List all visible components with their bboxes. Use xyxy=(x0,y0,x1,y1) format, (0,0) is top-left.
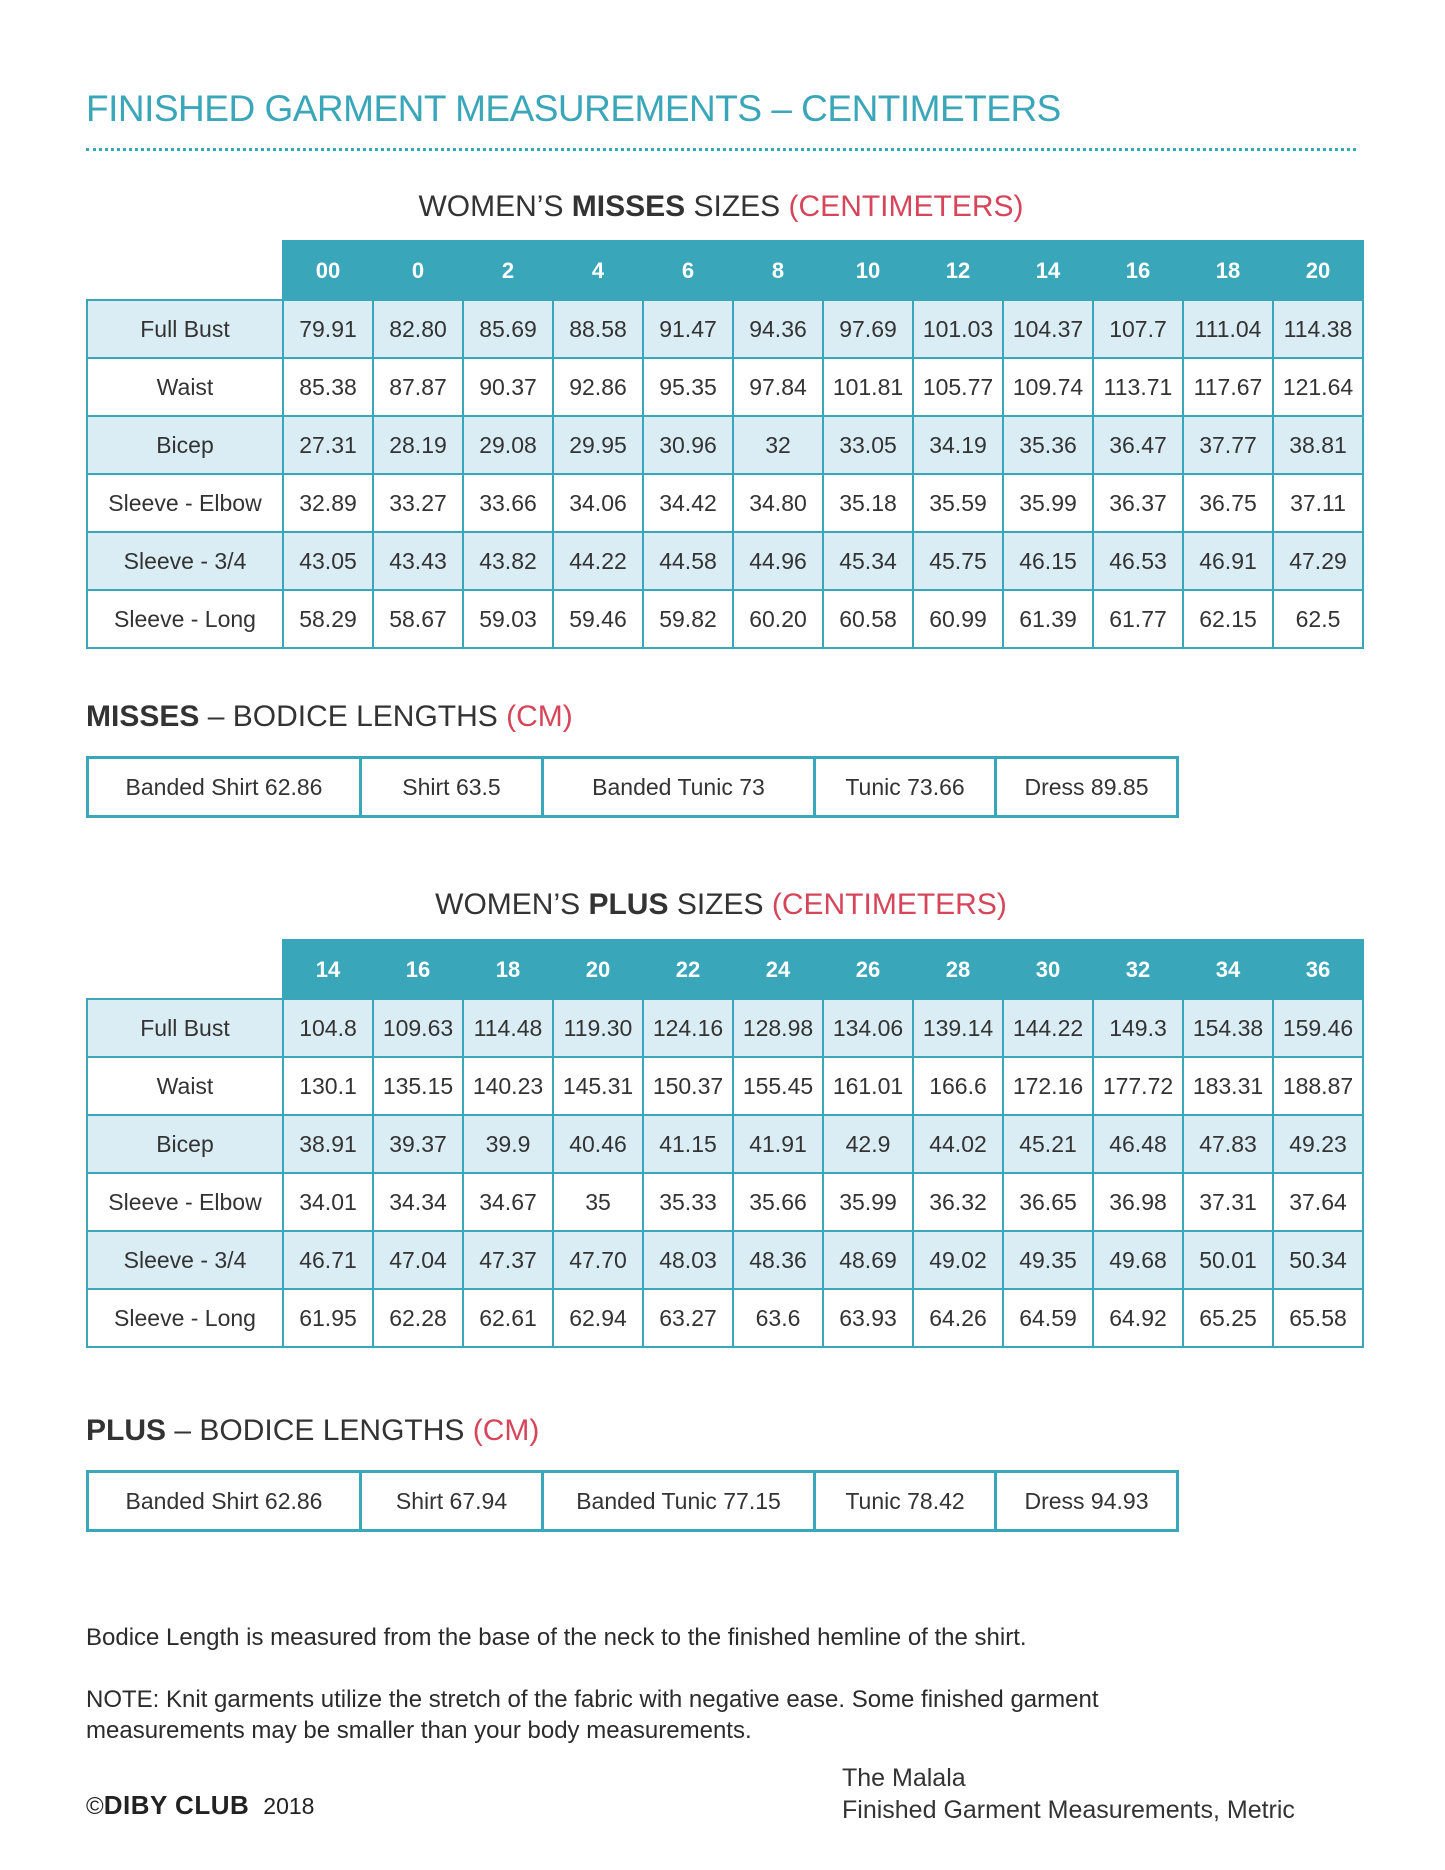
knit-ease-note: NOTE: Knit garments utilize the stretch of the fabric with negative ease. Some finished garment measurements may be smaller than your body measurements. xyxy=(86,1686,1099,1744)
bodice-cell: Tunic 73.66 xyxy=(815,758,996,817)
measurement-cell: 37.77 xyxy=(1183,416,1273,474)
measurement-cell: 38.81 xyxy=(1273,416,1363,474)
plus-measurement-table xyxy=(86,939,1364,1348)
measurement-cell: 47.70 xyxy=(553,1231,643,1289)
size-header: 22 xyxy=(643,940,733,999)
measurement-cell: 64.26 xyxy=(913,1289,1003,1347)
measurement-cell: 47.37 xyxy=(463,1231,553,1289)
plus-bodice-heading-unit: (CM) xyxy=(472,1414,540,1447)
footer-doc-info xyxy=(842,1762,1295,1826)
measurement-cell: 58.29 xyxy=(283,590,373,648)
measurement-cell: 62.61 xyxy=(463,1289,553,1347)
table-row xyxy=(87,474,1363,532)
copyright-year: 2018 xyxy=(263,1793,315,1819)
measurement-cell: 105.77 xyxy=(913,358,1003,416)
measurement-cell: 46.53 xyxy=(1093,532,1183,590)
table-row xyxy=(87,999,1363,1057)
measurement-cell: 34.34 xyxy=(373,1173,463,1231)
measurement-cell: 90.37 xyxy=(463,358,553,416)
measurement-cell: 62.94 xyxy=(553,1289,643,1347)
measurement-cell: 139.14 xyxy=(913,999,1003,1057)
measurement-cell: 49.35 xyxy=(1003,1231,1093,1289)
plus-bodice-table xyxy=(86,1470,1179,1532)
size-header: 28 xyxy=(913,940,1003,999)
size-header: 20 xyxy=(1273,241,1363,300)
misses-heading-unit: (CENTIMETERS) xyxy=(788,190,1024,223)
size-header: 12 xyxy=(913,241,1003,300)
measurement-cell: 42.9 xyxy=(823,1115,913,1173)
misses-heading-mid: SIZES xyxy=(685,190,789,223)
measurement-cell: 36.65 xyxy=(1003,1173,1093,1231)
plus-bodice-heading xyxy=(86,1414,539,1448)
measurement-cell: 62.5 xyxy=(1273,590,1363,648)
table-row xyxy=(87,1173,1363,1231)
measurement-cell: 104.37 xyxy=(1003,300,1093,358)
measurement-cell: 140.23 xyxy=(463,1057,553,1115)
measurement-cell: 35.59 xyxy=(913,474,1003,532)
measurement-cell: 34.01 xyxy=(283,1173,373,1231)
bodice-cell: Shirt 63.5 xyxy=(361,758,543,817)
measurement-cell: 166.6 xyxy=(913,1057,1003,1115)
measurement-cell: 111.04 xyxy=(1183,300,1273,358)
table-row xyxy=(87,416,1363,474)
measurement-cell: 34.19 xyxy=(913,416,1003,474)
size-header: 16 xyxy=(1093,241,1183,300)
measurement-cell: 39.37 xyxy=(373,1115,463,1173)
measurement-cell: 32.89 xyxy=(283,474,373,532)
misses-sizes-heading xyxy=(86,190,1356,224)
misses-heading-prefix: WOMEN’S xyxy=(418,190,572,223)
measurement-cell: 109.74 xyxy=(1003,358,1093,416)
table-row xyxy=(87,358,1363,416)
measurement-cell: 88.58 xyxy=(553,300,643,358)
measurement-cell: 34.80 xyxy=(733,474,823,532)
measurement-cell: 27.31 xyxy=(283,416,373,474)
measurement-cell: 36.47 xyxy=(1093,416,1183,474)
row-label: Bicep xyxy=(87,416,283,474)
measurement-cell: 44.22 xyxy=(553,532,643,590)
measurement-cell: 61.77 xyxy=(1093,590,1183,648)
misses-bodice-heading-unit: (CM) xyxy=(506,700,573,733)
measurement-cell: 63.27 xyxy=(643,1289,733,1347)
bodice-cell: Shirt 67.94 xyxy=(361,1472,543,1531)
measurement-cell: 65.58 xyxy=(1273,1289,1363,1347)
plus-size-header-row xyxy=(87,940,1363,999)
pattern-name: The Malala xyxy=(842,1764,966,1792)
measurement-cell: 155.45 xyxy=(733,1057,823,1115)
plus-bodice-heading-bold: PLUS xyxy=(86,1414,167,1447)
measurement-cell: 39.9 xyxy=(463,1115,553,1173)
measurement-cell: 46.15 xyxy=(1003,532,1093,590)
measurement-cell: 117.67 xyxy=(1183,358,1273,416)
row-label: Sleeve - Elbow xyxy=(87,1173,283,1231)
measurement-cell: 104.8 xyxy=(283,999,373,1057)
measurement-cell: 50.01 xyxy=(1183,1231,1273,1289)
measurement-cell: 188.87 xyxy=(1273,1057,1363,1115)
measurement-cell: 59.46 xyxy=(553,590,643,648)
table-row xyxy=(87,1115,1363,1173)
measurement-cell: 38.91 xyxy=(283,1115,373,1173)
measurement-cell: 47.29 xyxy=(1273,532,1363,590)
measurement-cell: 62.15 xyxy=(1183,590,1273,648)
measurement-cell: 36.37 xyxy=(1093,474,1183,532)
measurement-cell: 47.83 xyxy=(1183,1115,1273,1173)
measurement-cell: 59.82 xyxy=(643,590,733,648)
measurement-cell: 50.34 xyxy=(1273,1231,1363,1289)
plus-bodice-heading-mid: – BODICE LENGTHS xyxy=(166,1414,473,1447)
measurement-cell: 101.81 xyxy=(823,358,913,416)
measurement-cell: 29.95 xyxy=(553,416,643,474)
measurement-cell: 49.02 xyxy=(913,1231,1003,1289)
title-dotted-divider xyxy=(86,148,1356,151)
measurement-cell: 109.63 xyxy=(373,999,463,1057)
measurement-cell: 97.69 xyxy=(823,300,913,358)
bodice-cell: Dress 94.93 xyxy=(996,1472,1178,1531)
measurement-cell: 62.28 xyxy=(373,1289,463,1347)
misses-measurement-table xyxy=(86,240,1364,649)
measurement-cell: 114.48 xyxy=(463,999,553,1057)
table-row xyxy=(87,1289,1363,1347)
measurement-cell: 85.69 xyxy=(463,300,553,358)
measurement-cell: 44.02 xyxy=(913,1115,1003,1173)
size-header: 00 xyxy=(283,241,373,300)
measurement-cell: 85.38 xyxy=(283,358,373,416)
measurement-cell: 41.91 xyxy=(733,1115,823,1173)
measurement-cell: 36.98 xyxy=(1093,1173,1183,1231)
measurement-cell: 43.05 xyxy=(283,532,373,590)
table-row xyxy=(87,300,1363,358)
size-header: 6 xyxy=(643,241,733,300)
bodice-length-note: Bodice Length is measured from the base of the neck to the finished hemline of the shirt. xyxy=(86,1624,1027,1651)
measurement-cell: 63.93 xyxy=(823,1289,913,1347)
measurement-cell: 183.31 xyxy=(1183,1057,1273,1115)
size-header: 34 xyxy=(1183,940,1273,999)
measurement-cell: 33.27 xyxy=(373,474,463,532)
measurement-cell: 64.59 xyxy=(1003,1289,1093,1347)
measurement-cell: 60.58 xyxy=(823,590,913,648)
size-header: 10 xyxy=(823,241,913,300)
measurement-cell: 49.23 xyxy=(1273,1115,1363,1173)
measurement-cell: 134.06 xyxy=(823,999,913,1057)
measurement-cell: 44.58 xyxy=(643,532,733,590)
size-header: 18 xyxy=(1183,241,1273,300)
measurement-cell: 60.20 xyxy=(733,590,823,648)
measurement-cell: 46.91 xyxy=(1183,532,1273,590)
measurement-cell: 48.03 xyxy=(643,1231,733,1289)
misses-bodice-heading-bold: MISSES xyxy=(86,700,200,733)
document-name: Finished Garment Measurements, Metric xyxy=(842,1796,1295,1824)
bodice-cell: Banded Shirt 62.86 xyxy=(88,758,361,817)
measurement-cell: 65.25 xyxy=(1183,1289,1273,1347)
size-header: 36 xyxy=(1273,940,1363,999)
table-row xyxy=(87,1231,1363,1289)
measurement-cell: 37.31 xyxy=(1183,1173,1273,1231)
measurement-cell: 43.43 xyxy=(373,532,463,590)
row-label: Waist xyxy=(87,358,283,416)
measurement-cell: 47.04 xyxy=(373,1231,463,1289)
measurement-cell: 92.86 xyxy=(553,358,643,416)
measurement-cell: 121.64 xyxy=(1273,358,1363,416)
row-label: Bicep xyxy=(87,1115,283,1173)
measurement-cell: 35.99 xyxy=(1003,474,1093,532)
measurement-cell: 30.96 xyxy=(643,416,733,474)
size-header: 14 xyxy=(1003,241,1093,300)
measurement-cell: 29.08 xyxy=(463,416,553,474)
measurement-cell: 37.64 xyxy=(1273,1173,1363,1231)
row-label: Full Bust xyxy=(87,999,283,1057)
measurement-cell: 124.16 xyxy=(643,999,733,1057)
measurement-cell: 41.15 xyxy=(643,1115,733,1173)
table-row xyxy=(87,532,1363,590)
measurement-cell: 150.37 xyxy=(643,1057,733,1115)
measurement-cell: 135.15 xyxy=(373,1057,463,1115)
measurement-cell: 149.3 xyxy=(1093,999,1183,1057)
size-header: 2 xyxy=(463,241,553,300)
bodice-cell: Dress 89.85 xyxy=(996,758,1178,817)
page-title: FINISHED GARMENT MEASUREMENTS – CENTIMETERS xyxy=(86,88,1061,129)
misses-heading-bold: MISSES xyxy=(571,190,686,223)
measurement-cell: 28.19 xyxy=(373,416,463,474)
measurement-cell: 45.21 xyxy=(1003,1115,1093,1173)
plus-heading-mid: SIZES xyxy=(668,888,772,921)
measurement-cell: 36.32 xyxy=(913,1173,1003,1231)
row-label: Waist xyxy=(87,1057,283,1115)
row-label: Sleeve - Long xyxy=(87,590,283,648)
table-row xyxy=(87,590,1363,648)
size-header: 14 xyxy=(283,940,373,999)
measurement-cell: 94.36 xyxy=(733,300,823,358)
plus-heading-unit: (CENTIMETERS) xyxy=(771,888,1007,921)
header-corner xyxy=(87,241,283,300)
measurement-cell: 34.06 xyxy=(553,474,643,532)
measurement-cell: 34.42 xyxy=(643,474,733,532)
misses-bodice-heading xyxy=(86,700,573,734)
measurement-cell: 35.33 xyxy=(643,1173,733,1231)
measurement-cell: 144.22 xyxy=(1003,999,1093,1057)
measurement-cell: 159.46 xyxy=(1273,999,1363,1057)
plus-heading-prefix: WOMEN’S xyxy=(435,888,589,921)
measurement-cell: 37.11 xyxy=(1273,474,1363,532)
plus-table-body xyxy=(87,999,1363,1347)
measurement-cell: 35.36 xyxy=(1003,416,1093,474)
brand-logo-text: DIBY CLUB xyxy=(103,1790,250,1820)
measurement-cell: 79.91 xyxy=(283,300,373,358)
measurement-cell: 45.34 xyxy=(823,532,913,590)
row-label: Sleeve - Elbow xyxy=(87,474,283,532)
row-label: Sleeve - 3/4 xyxy=(87,1231,283,1289)
measurement-cell: 107.7 xyxy=(1093,300,1183,358)
measurement-cell: 35 xyxy=(553,1173,643,1231)
measurement-cell: 48.69 xyxy=(823,1231,913,1289)
measurement-cell: 119.30 xyxy=(553,999,643,1057)
plus-bodice-row xyxy=(88,1472,1178,1531)
measurement-cell: 43.82 xyxy=(463,532,553,590)
size-header: 0 xyxy=(373,241,463,300)
measurement-cell: 114.38 xyxy=(1273,300,1363,358)
misses-table-body xyxy=(87,300,1363,648)
footer-brand xyxy=(86,1790,314,1821)
misses-bodice-heading-mid: – BODICE LENGTHS xyxy=(199,700,507,733)
size-header: 26 xyxy=(823,940,913,999)
measurement-cell: 177.72 xyxy=(1093,1057,1183,1115)
measurement-cell: 59.03 xyxy=(463,590,553,648)
measurement-cell: 35.18 xyxy=(823,474,913,532)
measurement-cell: 32 xyxy=(733,416,823,474)
measurement-cell: 34.67 xyxy=(463,1173,553,1231)
measurement-cell: 113.71 xyxy=(1093,358,1183,416)
header-corner xyxy=(87,940,283,999)
measurement-cell: 145.31 xyxy=(553,1057,643,1115)
measurement-cell: 64.92 xyxy=(1093,1289,1183,1347)
size-header: 30 xyxy=(1003,940,1093,999)
measurement-cell: 36.75 xyxy=(1183,474,1273,532)
table-row xyxy=(87,1057,1363,1115)
measurement-cell: 35.99 xyxy=(823,1173,913,1231)
measurement-cell: 82.80 xyxy=(373,300,463,358)
plus-sizes-heading xyxy=(86,888,1356,922)
misses-bodice-table xyxy=(86,756,1179,818)
measurement-cell: 172.16 xyxy=(1003,1057,1093,1115)
size-header: 8 xyxy=(733,241,823,300)
measurement-cell: 128.98 xyxy=(733,999,823,1057)
measurement-cell: 130.1 xyxy=(283,1057,373,1115)
measurement-cell: 63.6 xyxy=(733,1289,823,1347)
measurement-cell: 87.87 xyxy=(373,358,463,416)
measurement-cell: 61.95 xyxy=(283,1289,373,1347)
measurement-cell: 33.66 xyxy=(463,474,553,532)
row-label: Full Bust xyxy=(87,300,283,358)
measurement-cell: 46.48 xyxy=(1093,1115,1183,1173)
measurement-cell: 60.99 xyxy=(913,590,1003,648)
measurement-cell: 161.01 xyxy=(823,1057,913,1115)
bodice-cell: Tunic 78.42 xyxy=(815,1472,996,1531)
size-header: 16 xyxy=(373,940,463,999)
bodice-cell: Banded Tunic 73 xyxy=(543,758,815,817)
row-label: Sleeve - Long xyxy=(87,1289,283,1347)
measurement-cell: 40.46 xyxy=(553,1115,643,1173)
misses-size-header-row xyxy=(87,241,1363,300)
size-header: 18 xyxy=(463,940,553,999)
measurement-cell: 91.47 xyxy=(643,300,733,358)
measurement-cell: 58.67 xyxy=(373,590,463,648)
measurement-cell: 35.66 xyxy=(733,1173,823,1231)
measurement-cell: 95.35 xyxy=(643,358,733,416)
measurement-cell: 49.68 xyxy=(1093,1231,1183,1289)
measurement-cell: 33.05 xyxy=(823,416,913,474)
size-header: 4 xyxy=(553,241,643,300)
misses-bodice-row xyxy=(88,758,1178,817)
measurement-cell: 44.96 xyxy=(733,532,823,590)
measurement-cell: 46.71 xyxy=(283,1231,373,1289)
bodice-cell: Banded Tunic 77.15 xyxy=(543,1472,815,1531)
measurement-cell: 101.03 xyxy=(913,300,1003,358)
measurement-cell: 97.84 xyxy=(733,358,823,416)
size-header: 20 xyxy=(553,940,643,999)
size-header: 32 xyxy=(1093,940,1183,999)
measurement-cell: 48.36 xyxy=(733,1231,823,1289)
row-label: Sleeve - 3/4 xyxy=(87,532,283,590)
plus-heading-bold: PLUS xyxy=(588,888,669,921)
measurement-cell: 45.75 xyxy=(913,532,1003,590)
size-header: 24 xyxy=(733,940,823,999)
measurement-cell: 61.39 xyxy=(1003,590,1093,648)
copyright-symbol: © xyxy=(86,1793,104,1820)
bodice-cell: Banded Shirt 62.86 xyxy=(88,1472,361,1531)
measurement-cell: 154.38 xyxy=(1183,999,1273,1057)
